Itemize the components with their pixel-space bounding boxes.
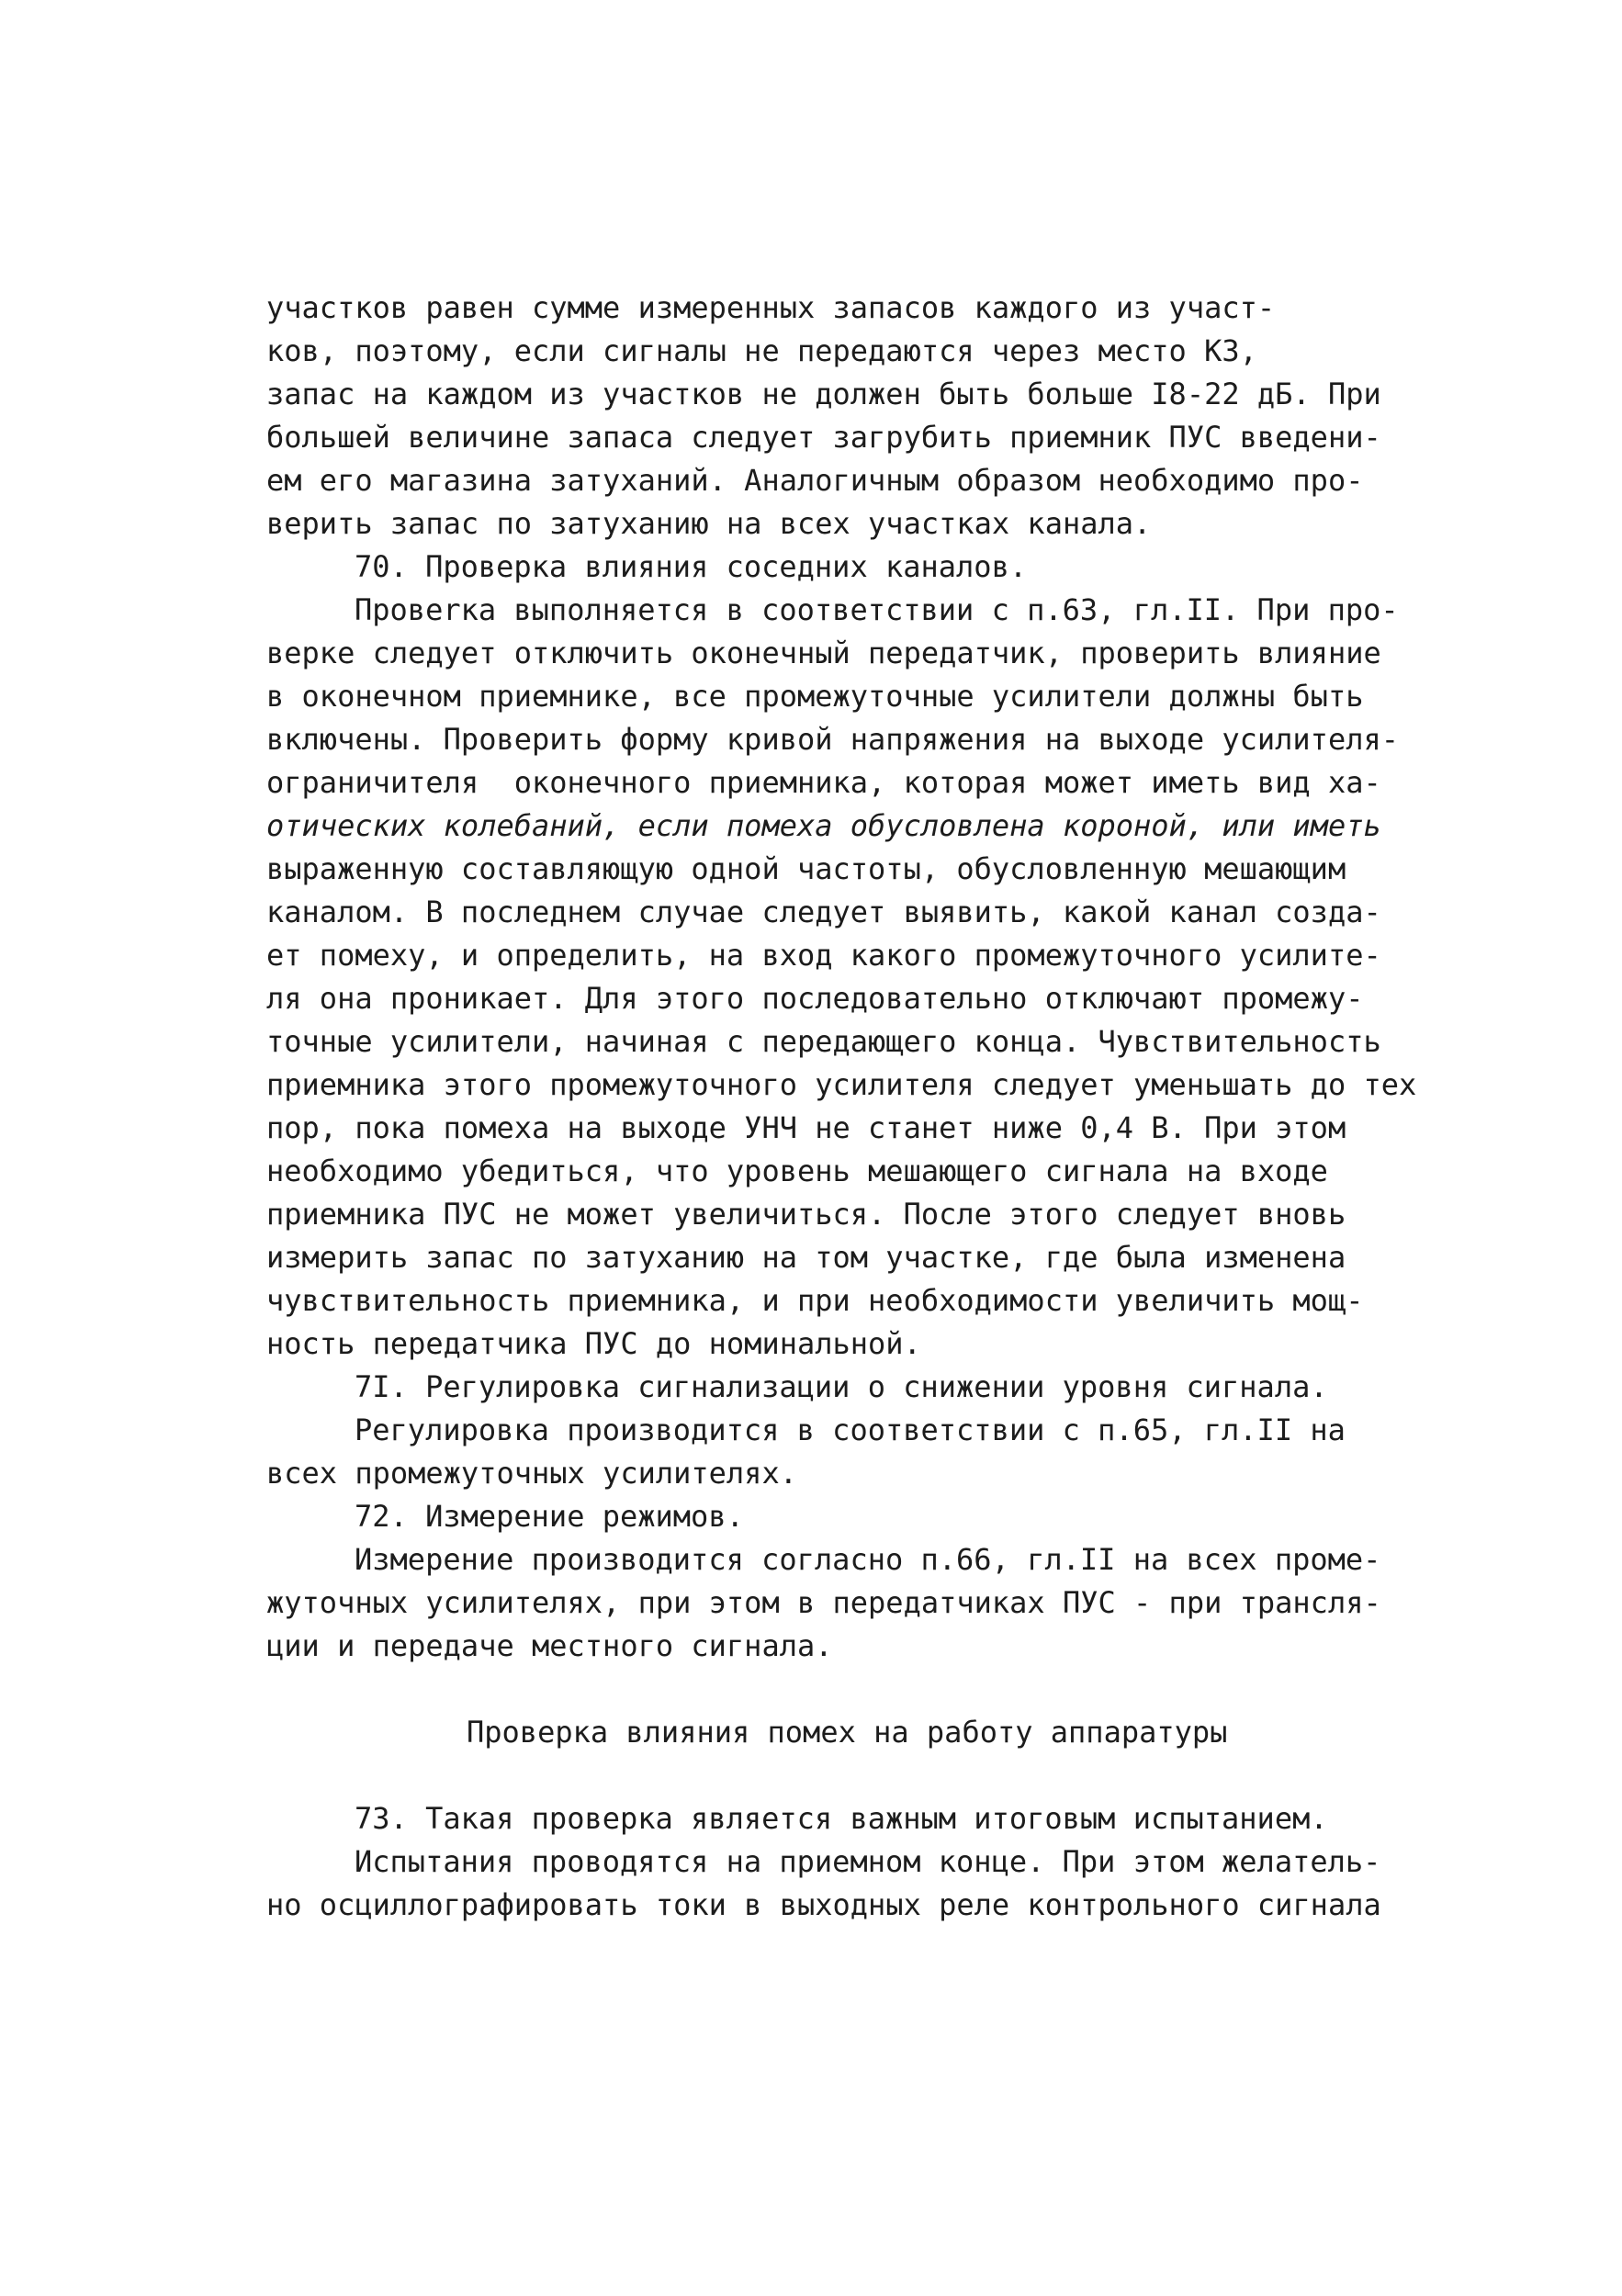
- body-line: Регулировка производится в соответствии с п.65, гл.II на: [355, 1412, 1346, 1447]
- item-70-heading: 70. Проверка влияния соседних каналов.: [355, 549, 1028, 584]
- section-title: Проверка влияния помех на работу аппаратуры: [467, 1715, 1228, 1750]
- body-line: в оконечном приемнике, все промежуточные усилители должны быть: [266, 679, 1364, 714]
- body-line: ограничителя оконечного приемника, которая может иметь вид ха-: [266, 765, 1381, 800]
- body-line: запас на каждом из участков не должен быть больше I8-22 дБ. При: [266, 377, 1381, 411]
- body-line: измерить запас по затуханию на том участке, где была изменена: [266, 1240, 1346, 1275]
- body-line: ции и передаче местного сигнала.: [266, 1628, 833, 1663]
- body-line: но осциллографировать токи в выходных реле контрольного сигнала: [266, 1887, 1381, 1922]
- body-line: приемника ПУС не может увеличиться. После этого следует вновь: [266, 1197, 1346, 1232]
- body-line: точные усилители, начиная с передающего конца. Чувствительность: [266, 1024, 1381, 1059]
- body-line: верить запас по затуханию на всех участках канала.: [266, 506, 1152, 541]
- body-line: необходимо убедиться, что уровень мешающего сигнала на входе: [266, 1154, 1328, 1188]
- body-line: участков равен сумме измеренных запасов каждого из участ-: [266, 290, 1276, 325]
- body-line: ля она проникает. Для этого последовательно отключают промежу-: [266, 981, 1364, 1016]
- body-line: приемника этого промежуточного усилителя следует уменьшать до тех: [266, 1067, 1417, 1102]
- item-73-heading: 73. Такая проверка является важным итоговым испытанием.: [355, 1801, 1328, 1836]
- body-line: выраженную составляющую одной частоты, обусловленную мешающим: [266, 851, 1346, 886]
- item-71-heading: 7I. Регулировка сигнализации о снижении уровня сигнала.: [355, 1369, 1328, 1404]
- body-line: Измерение производится согласно п.66, гл.II на всех проме-: [355, 1542, 1381, 1577]
- body-line: Испытания проводятся на приемном конце. При этом желатель-: [355, 1844, 1381, 1879]
- body-line: ет помеху, и определить, на вход какого промежуточного усилите-: [266, 938, 1381, 973]
- spacer: [266, 1754, 1433, 1797]
- body-line: чувствительность приемника, и при необходимости увеличить мощ-: [266, 1283, 1364, 1318]
- body-line: верке следует отключить оконечный передатчик, проверить влияние: [266, 636, 1381, 670]
- body-line: большей величине запаса следует загрубить приемник ПУС введени-: [266, 420, 1381, 455]
- body-line: пор, пока помеха на выходе УНЧ не станет ниже 0,4 В. При этом: [266, 1110, 1346, 1145]
- body-line: ков, поэтому, если сигналы не передаются через место КЗ,: [266, 333, 1257, 368]
- body-line: ем его магазина затуханий. Аналогичным образом необходимо про-: [266, 463, 1364, 498]
- item-72-heading: 72. Измерение режимов.: [355, 1499, 744, 1534]
- body-line: включены. Проверить форму кривой напряжения на выходе усилителя-: [266, 722, 1399, 757]
- body-line: ность передатчика ПУС до номинальной.: [266, 1326, 921, 1361]
- spacer: [266, 1668, 1433, 1711]
- document-body: [266, 287, 1433, 1927]
- body-line: всех промежуточных усилителях.: [266, 1456, 797, 1491]
- body-line: жуточных усилителях, при этом в передатчиках ПУС - при трансля-: [266, 1585, 1381, 1620]
- body-line: отических колебаний, если помеха обусловлена короной, или иметь: [266, 808, 1381, 843]
- body-line: Провеrка выполняется в соответствии с п.63, гл.II. При про-: [355, 592, 1399, 627]
- body-line: каналом. В последнем случае следует выявить, какой канал созда-: [266, 895, 1381, 929]
